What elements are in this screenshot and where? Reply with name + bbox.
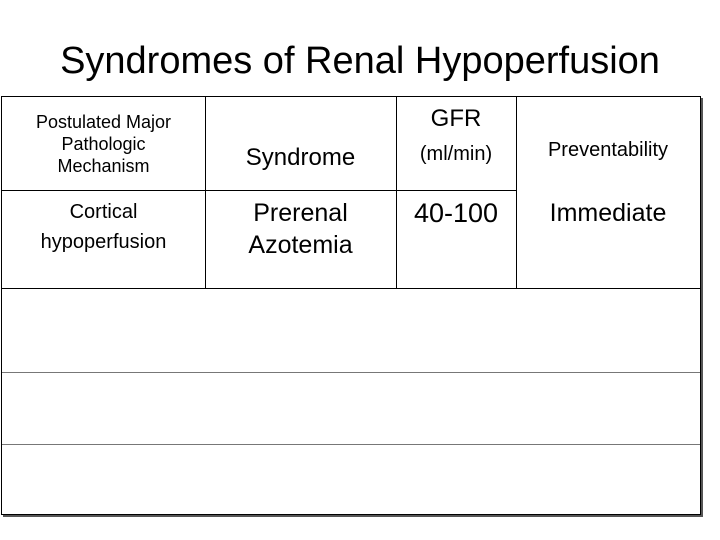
header-gfr-label: GFR	[430, 105, 482, 132]
slide-title: Syndromes of Renal Hypoperfusion	[60, 40, 660, 82]
header-mechanism: Postulated Major Pathologic Mechanism	[35, 111, 172, 176]
row1-preventability: Immediate	[549, 199, 667, 227]
header-divider	[2, 190, 516, 191]
empty-row-1	[2, 289, 700, 372]
header-syndrome: Syndrome	[245, 144, 356, 171]
syndromes-table	[1, 96, 701, 515]
row1-syndrome: Prerenal Azotemia	[248, 199, 353, 259]
empty-row-3	[2, 445, 700, 514]
row1-gfr: 40-100	[413, 198, 499, 228]
column-divider-3	[516, 97, 517, 288]
header-gfr-unit: (ml/min)	[419, 143, 493, 165]
empty-row-2	[2, 373, 700, 444]
row1-mechanism: Cortical hypoperfusion	[40, 201, 167, 253]
header-preventability: Preventability	[547, 139, 669, 161]
